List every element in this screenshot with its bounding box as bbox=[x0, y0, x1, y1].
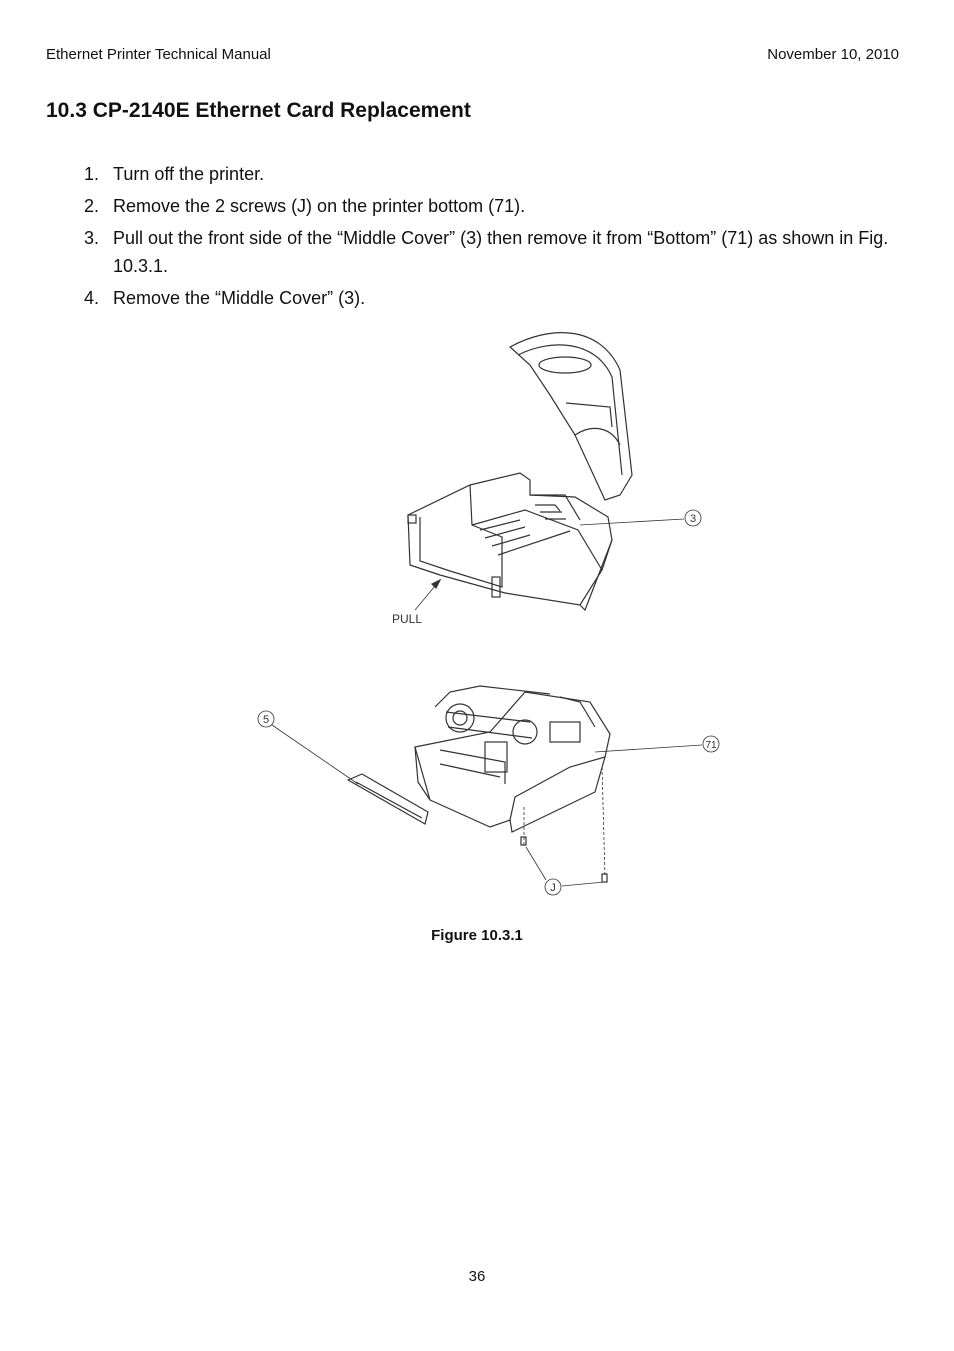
step-item bbox=[84, 160, 914, 188]
step-text: Remove the “Middle Cover” (3). bbox=[113, 288, 366, 308]
callout-bottom-label: 71 bbox=[705, 740, 717, 751]
callout-middle-cover-label: 3 bbox=[689, 513, 697, 525]
step-item bbox=[84, 192, 914, 220]
page-number: 36 bbox=[468, 1268, 486, 1285]
callout-pull-label: PULL bbox=[392, 612, 423, 626]
section-title: 10.3 CP-2140E Ethernet Card Replacement bbox=[46, 99, 471, 122]
step-item bbox=[84, 224, 914, 280]
step-number: 3. bbox=[84, 228, 100, 248]
callout-screw-label: J bbox=[550, 882, 556, 894]
instruction-steps bbox=[84, 160, 914, 316]
step-text: Remove the 2 screws (J) on the printer bottom (71). bbox=[113, 196, 526, 216]
callout-front-panel-label: 5 bbox=[262, 714, 270, 726]
step-number: 4. bbox=[84, 288, 100, 308]
step-item bbox=[84, 284, 914, 312]
header-date: November 10, 2010 bbox=[767, 46, 899, 63]
printer-mechanism-drawing bbox=[250, 672, 730, 902]
header-manual-title: Ethernet Printer Technical Manual bbox=[46, 46, 271, 63]
step-text: Pull out the front side of the “Middle Cover” (3) then remove it from “Bottom” (71) as shown in Fig. 10.3.1. bbox=[113, 228, 889, 276]
figure-caption: Figure 10.3.1 bbox=[431, 927, 523, 944]
printer-open-cover-drawing bbox=[380, 325, 720, 630]
step-number: 1. bbox=[84, 164, 100, 184]
step-number: 2. bbox=[84, 196, 100, 216]
step-text: Turn off the printer. bbox=[113, 164, 265, 184]
